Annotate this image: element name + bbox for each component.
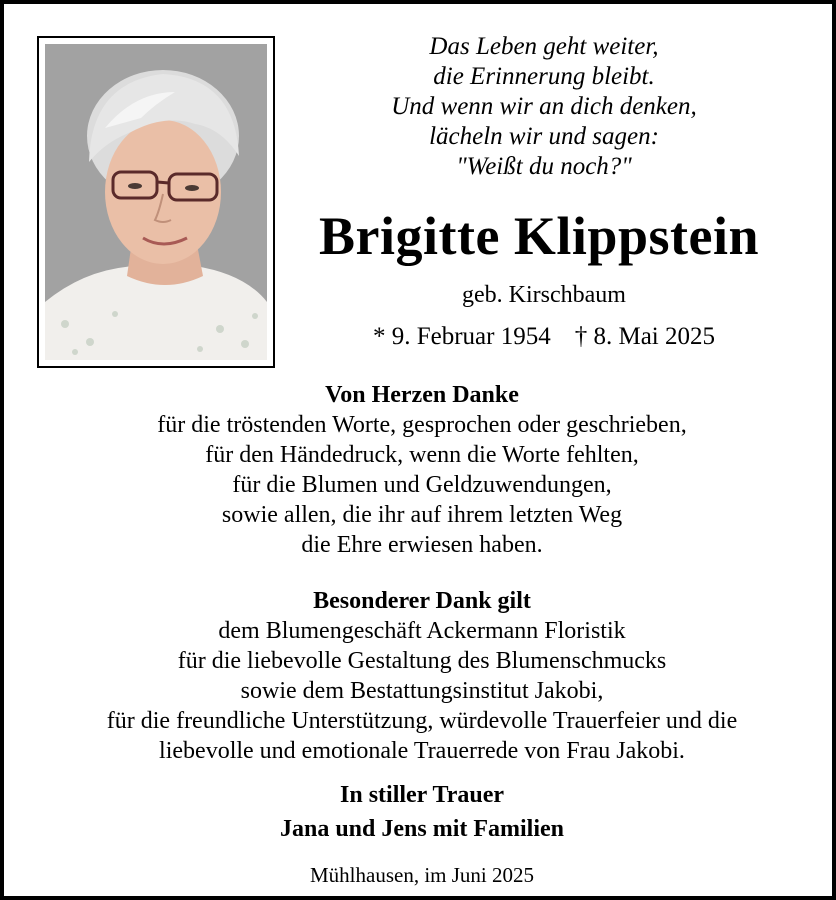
thanks-line: die Ehre erwiesen haben. (301, 532, 543, 558)
poem-line: Und wenn wir an dich denken, (391, 93, 697, 120)
thanks-line: für den Händedruck, wenn die Worte fehlten, (205, 442, 639, 468)
thanks-heading: Von Herzen Danke (325, 382, 519, 408)
thanks-line: für die Blumen und Geldzuwendungen, (232, 472, 612, 498)
deceased-name: Brigitte Klippstein (319, 206, 759, 266)
poem (304, 32, 784, 182)
special-thanks-line: liebevolle und emotionale Trauerrede von Frau Jakobi. (159, 738, 685, 764)
life-dates (304, 322, 784, 352)
place-date: Mühlhausen, im Juni 2025 (310, 863, 534, 887)
poem-line: lächeln wir und sagen: (429, 123, 659, 150)
thanks-line: für die tröstenden Worte, gesprochen oder geschrieben, (157, 412, 687, 438)
mourners-names: Jana und Jens mit Familien (279, 816, 565, 842)
special-thanks-line: sowie dem Bestattungsinstitut Jakobi, (240, 678, 604, 704)
thanks-section (34, 380, 810, 560)
portrait-illustration (45, 44, 267, 360)
poem-line: "Weißt du noch?" (456, 153, 632, 180)
mourners-heading: In stiller Trauer (340, 782, 504, 808)
special-thanks-line: für die liebevolle Gestaltung des Blumenschmucks (177, 648, 667, 674)
death-date: † 8. Mai 2025 (574, 323, 716, 350)
poem-line: die Erinnerung bleibt. (433, 63, 655, 90)
maiden-name: geb. Kirschbaum (462, 282, 626, 308)
birth-date: * 9. Februar 1954 (372, 323, 551, 350)
special-thanks-section (34, 586, 810, 766)
special-thanks-line: dem Blumengeschäft Ackermann Floristik (218, 618, 626, 644)
poem-line: Das Leben geht weiter, (429, 33, 659, 60)
mourners-section (34, 778, 810, 846)
special-thanks-heading: Besonderer Dank gilt (313, 588, 531, 614)
thanks-line: sowie allen, die ihr auf ihrem letzten Weg (221, 502, 623, 528)
special-thanks-line: für die freundliche Unterstützung, würdevolle Trauerfeier und die (106, 708, 738, 734)
portrait-photo (45, 44, 267, 360)
portrait-frame (37, 36, 275, 368)
